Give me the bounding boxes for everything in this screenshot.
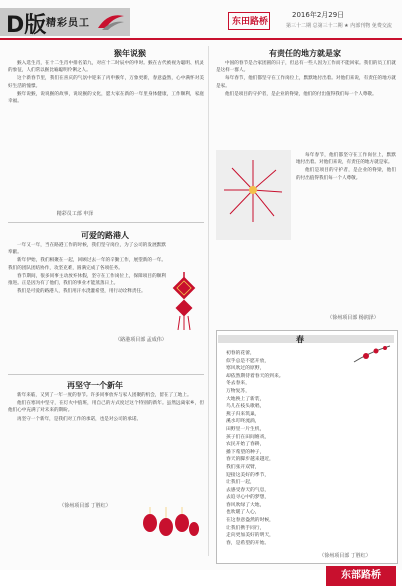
paragraph: 我们是可爱的路港人，我们用汗水浇灌希望，用行动诠释责任。 bbox=[17, 289, 146, 295]
poem-line: 春风吹绿了大地， bbox=[226, 502, 265, 508]
article-title-spring-talk: 猴年说猴 bbox=[114, 49, 146, 58]
footer-brand-tag: 东部路桥 bbox=[326, 566, 396, 586]
poem-line: 去感受春天的气息， bbox=[226, 487, 270, 493]
poem-line: 春天的脚步越来越近， bbox=[226, 457, 274, 463]
paragraph: 猴入选生肖，在十二生肖中排名第九，对应十二时辰中的申时。猴在古代被视为聪明、机灵的象征，人们常以猴比喻聪明伶俐之人。 bbox=[8, 61, 204, 74]
article-author: （徐州项目部 杨润泽） bbox=[327, 315, 379, 321]
paragraph: 他们是项目的守护者，是企业的脊梁，他们的付出值得我们每一个人尊敬。 bbox=[225, 91, 377, 97]
article-separator bbox=[8, 374, 204, 375]
poem-body bbox=[226, 350, 386, 550]
chinese-knot-icon bbox=[168, 272, 200, 330]
poem-line: 农民开始了春耕， bbox=[226, 442, 265, 448]
poem-line: 田野里一片生机， bbox=[226, 426, 265, 432]
paragraph: 再坚守一个新年，是我们对工作的承诺，也是对公司的承诺。 bbox=[17, 416, 142, 422]
section-letter: D版 bbox=[6, 13, 47, 38]
article-body-new-year bbox=[8, 392, 204, 500]
fireworks-icon bbox=[216, 150, 291, 240]
poem-line: 春，是希望的开始。 bbox=[226, 540, 270, 546]
poem-line: 让我们一起， bbox=[226, 480, 255, 486]
lanterns-icon bbox=[140, 505, 200, 545]
paragraph: 每年春节，他们都坚守在工作岗位上，默默地付出着。对他们来说，有责任的地方就是家。 bbox=[216, 76, 396, 89]
poem-line: 播下希望的种子， bbox=[226, 449, 265, 455]
poem-author: （徐州项目部 丁胜红） bbox=[319, 553, 371, 559]
poem-line: 初春的花蕾， bbox=[226, 351, 255, 356]
poem-title: 春 bbox=[296, 335, 304, 344]
section-title: 精彩员工 bbox=[46, 18, 90, 29]
paragraph: 这个新春节里，我们在喜庆的气氛中迎来了丙申猴年，万象更新，春意盎然，心中满怀对美好生活的憧憬。 bbox=[8, 76, 204, 89]
header-swoosh-icon bbox=[96, 10, 126, 32]
article-title-new-year: 再坚守一个新年 bbox=[67, 381, 123, 390]
article-body-responsibility bbox=[216, 60, 396, 150]
paragraph: 他们是项目的守护者，是企业的脊梁，他们的付出值得我们每一个人尊敬。 bbox=[296, 168, 396, 181]
article-body-lovely-people bbox=[8, 242, 166, 334]
article-author: （徐州项目部 丁胜红） bbox=[59, 503, 111, 509]
poem-line: 走向更加美好的明天， bbox=[226, 533, 274, 539]
article-title-responsibility: 有责任的地方就是家 bbox=[269, 49, 341, 58]
article-separator bbox=[8, 222, 204, 223]
paragraph: 新年伊始，我们相聚在一起，回顾过去一年的辛勤工作，展望新的一年。我们的团队团结协作，攻坚克难，圆满完成了各项任务。 bbox=[8, 258, 166, 271]
poem-line: 孩子们在田间嬉戏， bbox=[226, 434, 270, 440]
poem-line: 万物复苏， bbox=[226, 388, 250, 394]
issue-date: 2016年2月29日 bbox=[292, 11, 345, 19]
poem-line: 迎接这美好的季节， bbox=[226, 472, 270, 478]
article-body-spring-talk bbox=[8, 60, 204, 210]
article-body-responsibility-cont bbox=[296, 152, 396, 312]
poem-line: 却依然期待着春天的到来。 bbox=[226, 373, 284, 379]
article-author: （路港项目部 孟成伟） bbox=[115, 337, 167, 343]
poem-line: 我们张开双臂， bbox=[226, 464, 260, 470]
poem-line: 让我们携手同行， bbox=[226, 525, 265, 531]
paragraph: 中国的春节是合家团圆的日子，但总有一些人因为工作而不能回家。我们的员工们就是这样一群人。 bbox=[216, 61, 396, 74]
brand-name: 东田路桥 bbox=[232, 17, 269, 27]
poem-line: 寒风吹过的原野， bbox=[226, 366, 265, 372]
paragraph: 每年春节，他们都坚守在工作岗位上，默默地付出着。对他们来说，有责任的地方就是家。 bbox=[296, 153, 396, 166]
poem-line: 似乎总是不愿开放， bbox=[226, 358, 270, 364]
issue-info: 第三十二期 总第三十二期 ★ 内部刊物 免费交流 bbox=[286, 23, 392, 29]
paragraph: 他们在寒风中坚守，在灯火中值班，用自己的方式度过这个特别的新年。虽然远离家乡，但他们心中充满了对未来的期盼。 bbox=[8, 401, 204, 414]
header-rule bbox=[0, 38, 402, 40]
poem-line: 也吹暖了人心， bbox=[226, 510, 260, 516]
paragraph: 一年又一年，当在路港工作的时候，我们坚守岗位，为了公司的发展默默奉献。 bbox=[8, 243, 166, 256]
paragraph: 猴年说猴，说说猴的故事，说说猴的文化，愿大家在新的一年里身体健康，工作顺利，家庭幸福。 bbox=[8, 91, 204, 105]
poem-line: 在这春意盎然的时候， bbox=[226, 518, 274, 524]
poem-line: 溪水叮咚流淌， bbox=[226, 419, 260, 425]
paragraph: 春节期间，很多同事主动放弃休假，坚守在工作岗位上，保障项目的顺利推进。正是因为有了他们，我们的事业才能蒸蒸日上。 bbox=[8, 273, 166, 287]
poem-line: 冬去春来， bbox=[226, 381, 250, 387]
poem-line: 鸟儿在枝头歌唱， bbox=[226, 404, 265, 410]
poem-line: 去追寻心中的梦想， bbox=[226, 495, 270, 501]
article-author: 精彩员工部 申泽 bbox=[56, 211, 94, 217]
poem-line: 燕子归来筑巢， bbox=[226, 411, 260, 417]
article-title-lovely-people: 可爱的路港人 bbox=[81, 231, 129, 240]
poem-line: 大地换上了新装， bbox=[226, 396, 265, 402]
column-divider bbox=[208, 46, 209, 556]
paragraph: 新年来临，又到了一年一度的春节。许多同事放弃与家人团聚的机会，留在了工地上。 bbox=[17, 393, 192, 398]
